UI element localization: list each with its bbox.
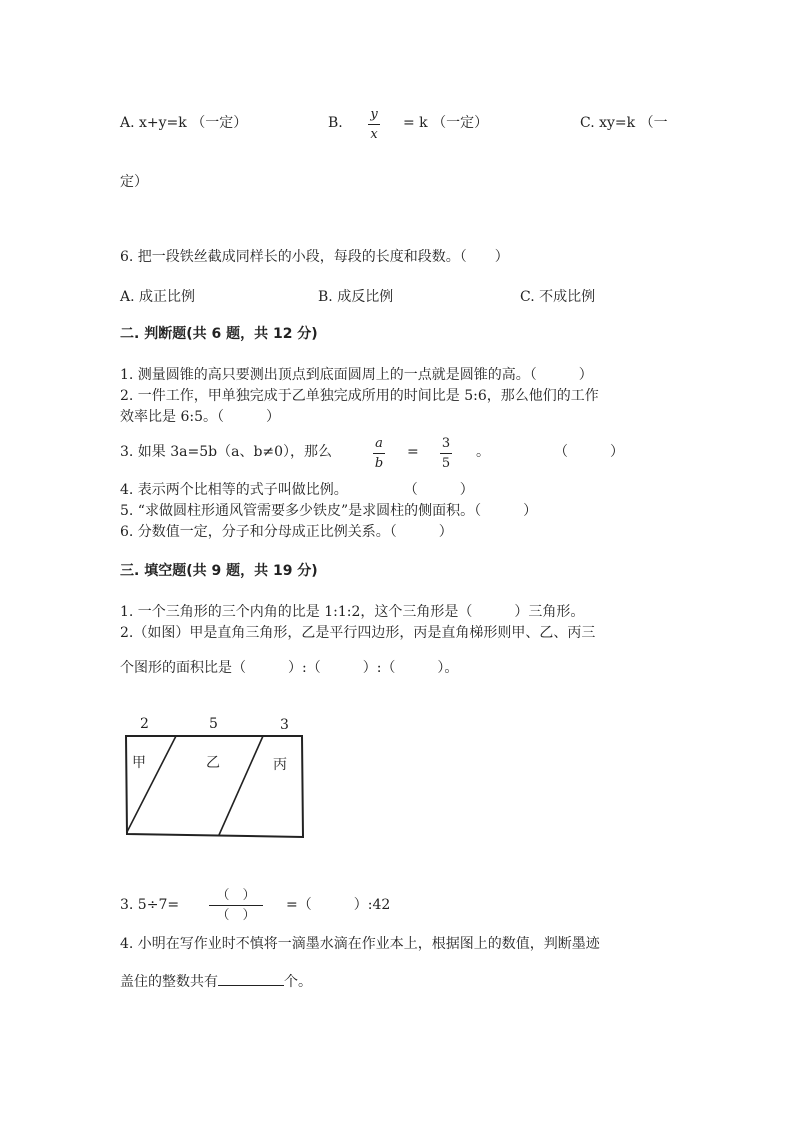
fraction-numerator: y <box>370 107 378 122</box>
q5-option-b-equation: = k （一定） <box>403 115 489 131</box>
q6-text: 6. 把一段铁丝截成同样长的小段，每段的长度和段数。（ ） <box>120 249 509 265</box>
judge-item-2-continued: 效率比是 6:5。（ ） <box>120 409 280 425</box>
section3-title: 三. 填空题(共 9 题，共 19 分) <box>120 563 318 579</box>
q5-option-b-label: B. <box>328 115 343 131</box>
judge-item-3-equals: = <box>407 444 419 460</box>
judge-item-4: 4. 表示两个比相等的式子叫做比例。 （ ） <box>120 482 474 498</box>
region-label-yi: 乙 <box>206 755 220 771</box>
q6-option-c: C. 不成比例 <box>520 289 596 305</box>
judge-item-5: 5. “求做圆柱形通风管需要多少铁皮”是求圆柱的侧面积。（ ） <box>120 503 538 519</box>
q6-option-b: B. 成反比例 <box>318 289 394 305</box>
fraction-denominator: 5 <box>441 456 451 471</box>
rectangle-outline <box>126 736 303 837</box>
shapes-figure <box>120 712 320 842</box>
fraction-numerator: 3 <box>441 436 451 451</box>
divider-line-left <box>127 736 176 832</box>
fill-item-2-continued: 个图形的面积比是（ ）:（ ）:（ ）。 <box>120 660 459 676</box>
judge-item-1: 1. 测量圆锥的高只要测出顶点到底面圆周上的一点就是圆锥的高。（ ） <box>120 367 593 383</box>
judge-item-6: 6. 分数值一定，分子和分母成正比例关系。（ ） <box>120 524 453 540</box>
fraction-bar <box>209 905 263 906</box>
judge-item-3-fraction-ab <box>373 437 385 470</box>
q6-option-a: A. 成正比例 <box>120 289 196 305</box>
judge-item-3: 3. 如果 3a=5b（a、b≠0），那么 <box>120 444 333 460</box>
top-label-2: 2 <box>140 716 149 732</box>
fill-item-3-prefix: 3. 5÷7= <box>120 897 180 913</box>
judge-item-3-fraction-35 <box>440 437 452 470</box>
section2-title: 二. 判断题(共 6 题，共 12 分) <box>120 326 318 342</box>
top-label-5: 5 <box>209 716 218 732</box>
q5-option-c-continued: 定） <box>120 174 148 190</box>
judge-item-3-answer-bracket: （ ） <box>554 444 624 460</box>
fraction-denominator: x <box>370 127 378 142</box>
judge-item-2: 2. 一件工作，甲单独完成于乙单独完成所用的时间比是 5:6，那么他们的工作 <box>120 388 599 404</box>
q5-option-c: C. xy=k （一 <box>580 115 668 131</box>
fill-item-4-text-before: 盖住的整数共有 <box>120 974 218 990</box>
fraction-denominator: b <box>374 456 384 471</box>
fill-item-4-continued <box>120 973 312 989</box>
fraction-numerator: （ ） <box>216 888 256 903</box>
fraction-denominator: （ ） <box>216 908 256 923</box>
region-label-bing: 丙 <box>273 757 287 773</box>
q5-option-a: A. x+y=k （一定） <box>120 115 248 131</box>
fill-item-4: 4. 小明在写作业时不慎将一滴墨水滴在作业本上，根据图上的数值，判断墨迹 <box>120 936 600 952</box>
top-label-3: 3 <box>280 717 289 733</box>
fraction-bar <box>368 124 380 125</box>
fill-item-4-text-after: 个。 <box>284 974 312 990</box>
fraction-numerator: a <box>375 436 383 451</box>
region-label-jia: 甲 <box>132 755 146 771</box>
q5-option-b-fraction <box>368 108 380 141</box>
judge-item-3-period: 。 <box>476 444 490 460</box>
fill-item-3-suffix: =（ ）:42 <box>286 897 391 913</box>
answer-blank[interactable] <box>218 973 284 986</box>
fraction-bar <box>440 453 452 454</box>
fill-item-1: 1. 一个三角形的三个内角的比是 1:1:2，这个三角形是（ ）三角形。 <box>120 604 585 620</box>
fill-item-3-fraction <box>209 889 263 922</box>
fill-item-2: 2.（如图）甲是直角三角形，乙是平行四边形，丙是直角梯形则甲、乙、丙三 <box>120 625 596 641</box>
fraction-bar <box>373 453 385 454</box>
divider-line-right <box>219 736 263 835</box>
